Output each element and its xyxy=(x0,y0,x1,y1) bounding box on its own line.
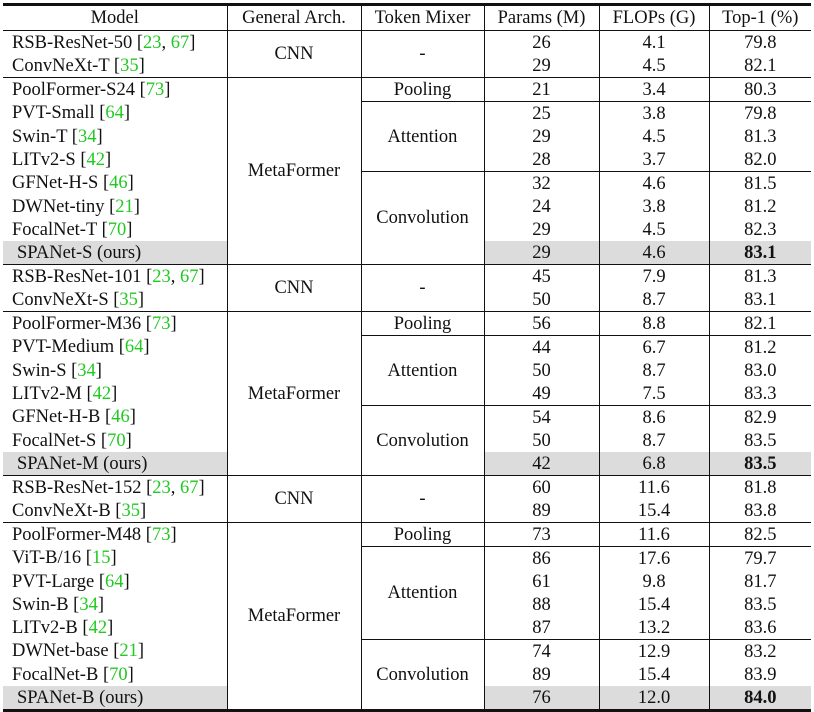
token-mixer-cell: Convolution xyxy=(361,172,484,265)
model-name-cell: RSB-ResNet-101 [23, 67] xyxy=(3,265,227,289)
citation-link[interactable]: 34 xyxy=(77,360,96,381)
flops-cell: 4.5 xyxy=(599,125,709,148)
model-name-cell: GFNet-H-S [46] xyxy=(3,172,227,196)
citation-link[interactable]: 46 xyxy=(111,407,130,428)
model-name: FocalNet-T xyxy=(12,219,97,240)
model-comparison-table xyxy=(3,3,811,712)
params-cell: 25 xyxy=(484,102,599,126)
model-name-cell: RSB-ResNet-50 [23, 67] xyxy=(3,31,227,55)
params-cell: 60 xyxy=(484,476,599,500)
token-mixer-cell: - xyxy=(361,476,484,523)
flops-cell: 6.7 xyxy=(599,336,709,360)
top1-cell: 81.3 xyxy=(709,265,811,289)
flops-cell: 3.7 xyxy=(599,148,709,172)
flops-cell: 8.7 xyxy=(599,429,709,452)
flops-cell: 4.5 xyxy=(599,54,709,78)
citation-link[interactable]: 34 xyxy=(77,126,97,147)
model-name: PVT-Small xyxy=(12,103,95,124)
table-row xyxy=(3,102,811,126)
header-params: Params (M) xyxy=(484,5,599,31)
citation-link[interactable]: 35 xyxy=(121,500,140,521)
model-name-cell xyxy=(3,241,227,265)
top1-cell: 83.2 xyxy=(709,640,811,664)
flops-cell: 8.7 xyxy=(599,359,709,382)
model-name-cell: FocalNet-T [70] xyxy=(3,218,227,241)
model-name-cell: ConvNeXt-S [35] xyxy=(3,288,227,312)
top1-cell: 84.0 xyxy=(709,686,811,711)
citation-link[interactable]: 64 xyxy=(105,571,124,592)
top1-cell: 79.7 xyxy=(709,547,811,571)
model-name: FocalNet-B xyxy=(12,664,99,685)
token-mixer-cell: Attention xyxy=(361,547,484,640)
params-cell: 49 xyxy=(484,382,599,406)
model-name-cell: ViT-B/16 [15] xyxy=(3,547,227,571)
flops-cell: 17.6 xyxy=(599,547,709,571)
flops-cell: 12.0 xyxy=(599,686,709,711)
citation-link[interactable]: 35 xyxy=(119,289,138,310)
model-name: RSB-ResNet-152 xyxy=(12,477,142,498)
params-cell: 89 xyxy=(484,663,599,686)
citation-link[interactable]: 64 xyxy=(124,337,144,358)
flops-cell: 6.8 xyxy=(599,452,709,476)
table-row xyxy=(3,476,811,500)
params-cell: 50 xyxy=(484,288,599,312)
model-name: FocalNet-S xyxy=(12,430,97,451)
table-row xyxy=(3,640,811,664)
params-cell: 21 xyxy=(484,78,599,102)
params-cell: 24 xyxy=(484,195,599,218)
flops-cell: 9.8 xyxy=(599,570,709,593)
model-name-cell: PVT-Small [64] xyxy=(3,102,227,126)
top1-cell: 82.0 xyxy=(709,148,811,172)
top1-cell: 80.3 xyxy=(709,78,811,102)
params-cell: 86 xyxy=(484,547,599,571)
model-name-cell: PVT-Large [64] xyxy=(3,570,227,593)
token-mixer-cell: Convolution xyxy=(361,640,484,711)
model-name-cell xyxy=(3,452,227,476)
citation-link[interactable]: 67 xyxy=(180,477,199,498)
citation-link[interactable]: 64 xyxy=(105,103,124,124)
top1-cell: 79.8 xyxy=(709,31,811,55)
model-name: SPANet-S (ours) xyxy=(17,242,142,263)
flops-cell: 11.6 xyxy=(599,476,709,500)
top1-cell: 83.5 xyxy=(709,593,811,616)
token-mixer-cell: Pooling xyxy=(361,312,484,336)
header-row xyxy=(3,5,811,31)
flops-cell: 7.5 xyxy=(599,382,709,406)
token-mixer-cell: Attention xyxy=(361,102,484,172)
params-cell: 89 xyxy=(484,499,599,523)
model-name-cell: Swin-T [34] xyxy=(3,125,227,148)
model-name: PoolFormer-M36 xyxy=(12,313,142,334)
table-row xyxy=(3,31,811,55)
model-name: Swin-T xyxy=(12,126,68,147)
citation-link[interactable]: 21 xyxy=(119,641,138,662)
model-name-cell: Swin-B [34] xyxy=(3,593,227,616)
citation-link[interactable]: 70 xyxy=(109,664,128,685)
header-token-mixer: Token Mixer xyxy=(361,5,484,31)
flops-cell: 15.4 xyxy=(599,499,709,523)
model-name: ConvNeXt-S xyxy=(12,289,109,310)
params-cell: 74 xyxy=(484,640,599,664)
token-mixer-cell: - xyxy=(361,265,484,312)
citation-link[interactable]: 42 xyxy=(86,149,106,170)
top1-cell: 83.3 xyxy=(709,382,811,406)
model-name-cell: LITv2-S [42] xyxy=(3,148,227,172)
comparison-table-container xyxy=(3,3,811,712)
model-name: PoolFormer-M48 xyxy=(12,524,142,545)
citation-link[interactable]: 73 xyxy=(151,524,171,545)
params-cell: 29 xyxy=(484,241,599,265)
model-name: Swin-B xyxy=(12,594,69,615)
model-name: PoolFormer-S24 xyxy=(12,79,135,100)
table-row xyxy=(3,172,811,196)
params-cell: 50 xyxy=(484,359,599,382)
flops-cell: 13.2 xyxy=(599,616,709,640)
citation-link[interactable]: 67 xyxy=(180,266,199,287)
params-cell: 88 xyxy=(484,593,599,616)
top1-cell: 81.7 xyxy=(709,570,811,593)
citation-link[interactable]: 23 xyxy=(152,266,171,287)
model-name: SPANet-M (ours) xyxy=(17,453,148,474)
citation-link[interactable]: 70 xyxy=(107,219,127,240)
top1-cell: 81.5 xyxy=(709,172,811,196)
citation-link[interactable]: 35 xyxy=(120,55,139,76)
table-row xyxy=(3,406,811,430)
top1-cell: 83.9 xyxy=(709,663,811,686)
top1-cell: 79.8 xyxy=(709,102,811,126)
table-header xyxy=(3,5,811,31)
params-cell: 73 xyxy=(484,523,599,547)
model-name: PVT-Large xyxy=(12,571,95,592)
model-name: SPANet-B (ours) xyxy=(17,687,144,708)
params-cell: 32 xyxy=(484,172,599,196)
table-row xyxy=(3,523,811,547)
citation-link[interactable]: 73 xyxy=(151,313,171,334)
flops-cell: 15.4 xyxy=(599,593,709,616)
model-name: RSB-ResNet-50 xyxy=(12,32,133,53)
flops-cell: 4.6 xyxy=(599,241,709,265)
top1-cell: 81.8 xyxy=(709,476,811,500)
flops-cell: 8.7 xyxy=(599,288,709,312)
params-cell: 61 xyxy=(484,570,599,593)
token-mixer-cell: Pooling xyxy=(361,78,484,102)
citation-link[interactable]: 23 xyxy=(143,32,162,53)
top1-cell: 83.1 xyxy=(709,288,811,312)
params-cell: 50 xyxy=(484,429,599,452)
model-name: ViT-B/16 xyxy=(12,548,82,569)
params-cell: 44 xyxy=(484,336,599,360)
model-name-cell: LITv2-M [42] xyxy=(3,382,227,406)
citation-link[interactable]: 42 xyxy=(92,383,112,404)
flops-cell: 4.1 xyxy=(599,31,709,55)
top1-cell: 81.2 xyxy=(709,336,811,360)
model-name-cell: FocalNet-S [70] xyxy=(3,429,227,452)
model-name-cell: PoolFormer-M48 [73] xyxy=(3,523,227,547)
top1-cell: 81.2 xyxy=(709,195,811,218)
model-name-cell: Swin-S [34] xyxy=(3,359,227,382)
model-name: LITv2-B xyxy=(12,617,78,638)
model-name-cell: ConvNeXt-T [35] xyxy=(3,54,227,78)
citation-link[interactable]: 21 xyxy=(115,196,134,217)
general-arch-cell: CNN xyxy=(227,31,361,78)
flops-cell: 4.6 xyxy=(599,172,709,196)
top1-cell: 83.8 xyxy=(709,499,811,523)
model-name: PVT-Medium xyxy=(12,337,115,358)
model-name-cell: PoolFormer-M36 [73] xyxy=(3,312,227,336)
model-name-cell: DWNet-base [21] xyxy=(3,640,227,664)
citation-link[interactable]: 67 xyxy=(170,32,190,53)
model-name-cell: GFNet-H-B [46] xyxy=(3,406,227,430)
model-name-cell xyxy=(3,686,227,711)
model-name: DWNet-base xyxy=(12,641,109,662)
citation-link[interactable]: 15 xyxy=(91,548,111,569)
top1-cell: 83.1 xyxy=(709,241,811,265)
params-cell: 54 xyxy=(484,406,599,430)
general-arch-cell: CNN xyxy=(227,265,361,312)
citation-link[interactable]: 34 xyxy=(79,594,98,615)
table-body xyxy=(3,31,811,711)
flops-cell: 3.4 xyxy=(599,78,709,102)
params-cell: 28 xyxy=(484,148,599,172)
params-cell: 29 xyxy=(484,218,599,241)
params-cell: 87 xyxy=(484,616,599,640)
flops-cell: 8.8 xyxy=(599,312,709,336)
header-flops: FLOPs (G) xyxy=(599,5,709,31)
table-row xyxy=(3,336,811,360)
model-name: LITv2-S xyxy=(12,149,76,170)
general-arch-cell: CNN xyxy=(227,476,361,523)
params-cell: 26 xyxy=(484,31,599,55)
model-name: DWNet-tiny xyxy=(12,196,105,217)
model-name-cell: LITv2-B [42] xyxy=(3,616,227,640)
top1-cell: 83.0 xyxy=(709,359,811,382)
flops-cell: 3.8 xyxy=(599,102,709,126)
general-arch-cell: MetaFormer xyxy=(227,312,361,476)
token-mixer-cell: Attention xyxy=(361,336,484,406)
params-cell: 29 xyxy=(484,54,599,78)
top1-cell: 82.5 xyxy=(709,523,811,547)
model-name: RSB-ResNet-101 xyxy=(12,266,142,287)
flops-cell: 12.9 xyxy=(599,640,709,664)
params-cell: 76 xyxy=(484,686,599,711)
general-arch-cell: MetaFormer xyxy=(227,523,361,711)
header-model: Model xyxy=(3,5,227,31)
flops-cell: 7.9 xyxy=(599,265,709,289)
top1-cell: 81.3 xyxy=(709,125,811,148)
params-cell: 56 xyxy=(484,312,599,336)
flops-cell: 15.4 xyxy=(599,663,709,686)
flops-cell: 8.6 xyxy=(599,406,709,430)
params-cell: 42 xyxy=(484,452,599,476)
token-mixer-cell: - xyxy=(361,31,484,78)
flops-cell: 11.6 xyxy=(599,523,709,547)
table-row xyxy=(3,265,811,289)
model-name: GFNet-H-B xyxy=(12,407,101,428)
citation-link[interactable]: 42 xyxy=(88,617,108,638)
citation-link[interactable]: 23 xyxy=(152,477,171,498)
model-name-cell: DWNet-tiny [21] xyxy=(3,195,227,218)
table-row xyxy=(3,547,811,571)
general-arch-cell: MetaFormer xyxy=(227,78,361,265)
model-name-cell: FocalNet-B [70] xyxy=(3,663,227,686)
header-general-arch: General Arch. xyxy=(227,5,361,31)
citation-link[interactable]: 70 xyxy=(107,430,126,451)
citation-link[interactable]: 73 xyxy=(145,79,165,100)
params-cell: 45 xyxy=(484,265,599,289)
top1-cell: 83.5 xyxy=(709,429,811,452)
header-top1: Top-1 (%) xyxy=(709,5,811,31)
model-name: LITv2-M xyxy=(12,383,82,404)
top1-cell: 83.5 xyxy=(709,452,811,476)
model-name: ConvNeXt-B xyxy=(12,500,111,521)
model-name: GFNet-H-S xyxy=(12,173,99,194)
top1-cell: 82.1 xyxy=(709,54,811,78)
citation-link[interactable]: 46 xyxy=(109,173,128,194)
table-row xyxy=(3,312,811,336)
model-name-cell: PoolFormer-S24 [73] xyxy=(3,78,227,102)
table-row xyxy=(3,78,811,102)
params-cell: 29 xyxy=(484,125,599,148)
flops-cell: 4.5 xyxy=(599,218,709,241)
flops-cell: 3.8 xyxy=(599,195,709,218)
model-name-cell: PVT-Medium [64] xyxy=(3,336,227,360)
top1-cell: 82.3 xyxy=(709,218,811,241)
token-mixer-cell: Pooling xyxy=(361,523,484,547)
model-name-cell: RSB-ResNet-152 [23, 67] xyxy=(3,476,227,500)
model-name: ConvNeXt-T xyxy=(12,55,110,76)
top1-cell: 83.6 xyxy=(709,616,811,640)
model-name-cell: ConvNeXt-B [35] xyxy=(3,499,227,523)
token-mixer-cell: Convolution xyxy=(361,406,484,476)
top1-cell: 82.1 xyxy=(709,312,811,336)
top1-cell: 82.9 xyxy=(709,406,811,430)
model-name: Swin-S xyxy=(12,360,67,381)
